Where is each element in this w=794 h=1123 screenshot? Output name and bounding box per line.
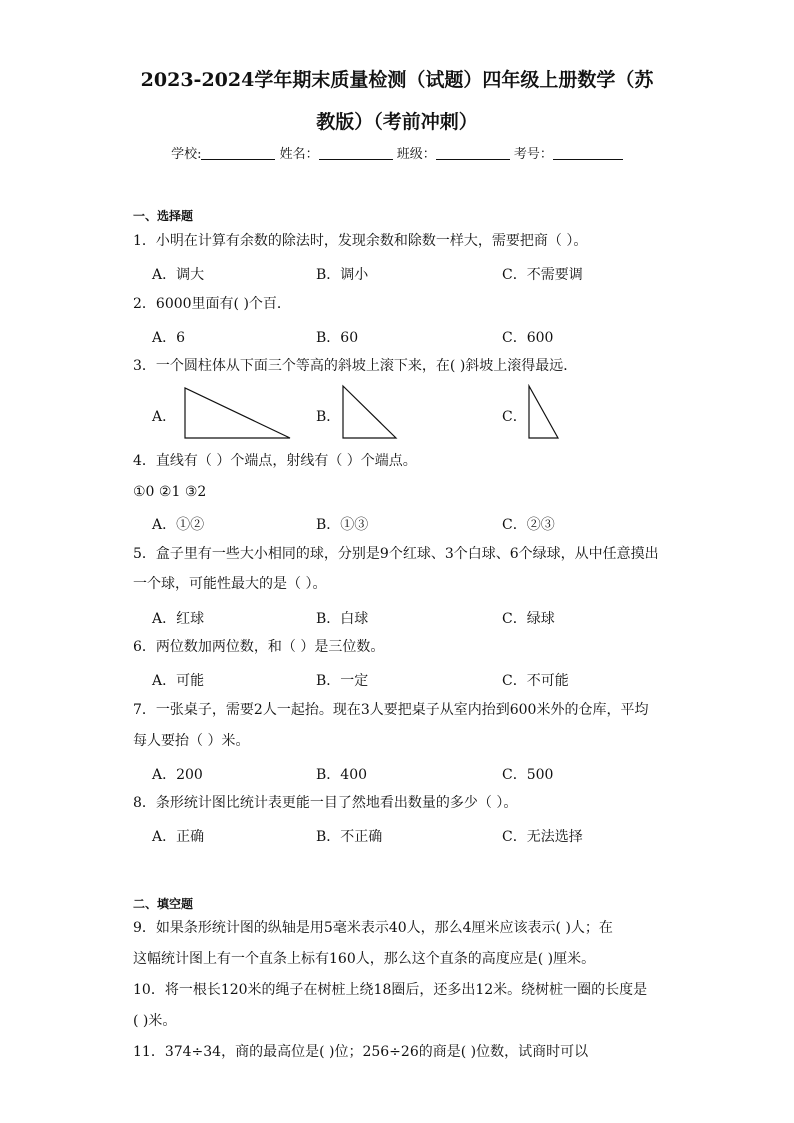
option-a[interactable]: A．200 [152, 767, 203, 783]
question-10-cont: ( )米。 [133, 1013, 177, 1029]
question-6: 6．两位数加两位数，和（ ）是三位数。 [133, 639, 385, 655]
number-blank[interactable] [553, 145, 623, 160]
option-a[interactable]: A．红球 [152, 611, 205, 627]
question-7: 7．一张桌子，需要2人一起抬。现在3人要把桌子从室内抬到600米外的仓库，平均 [133, 702, 649, 718]
question-6-options [152, 670, 672, 692]
question-4-options [152, 514, 672, 536]
option-b[interactable]: B．①③ [316, 517, 369, 533]
exam-title-line2: 教版）（考前冲刺） [316, 111, 478, 133]
option-a[interactable]: A．可能 [152, 673, 205, 689]
question-2-options [152, 327, 672, 349]
option-b[interactable]: B． [316, 409, 341, 425]
question-8-options [152, 826, 672, 848]
question-7-cont: 每人要抬（ ）米。 [133, 733, 250, 749]
name-label: 姓名： [279, 147, 319, 162]
option-a[interactable]: A．调大 [152, 267, 205, 283]
option-c[interactable]: C． [502, 409, 527, 425]
question-1: 1．小明在计算有余数的除法时，发现余数和除数一样大，需要把商（ ）。 [133, 233, 588, 249]
question-2: 2．6000里面有( )个百． [133, 296, 291, 312]
section-heading-choice: 一、选择题 [133, 209, 194, 223]
slope-a-triangle [183, 386, 293, 440]
name-blank[interactable] [319, 145, 393, 160]
question-9: 9．如果条形统计图的纵轴是用5毫米表示40人，那么4厘米应该表示( )人；在 [133, 920, 613, 936]
question-11: 11．374÷34，商的最高位是( )位；256÷26的商是( )位数，试商时可以 [133, 1044, 589, 1060]
option-c[interactable]: C．不可能 [502, 673, 569, 689]
option-a[interactable]: A．正确 [152, 829, 205, 845]
question-7-options [152, 764, 672, 786]
option-c[interactable]: C．无法选择 [502, 829, 583, 845]
option-b[interactable]: B．60 [316, 330, 359, 346]
class-blank[interactable] [436, 145, 510, 160]
option-c[interactable]: C．不需要调 [502, 267, 583, 283]
question-3: 3．一个圆柱体从下面三个等高的斜坡上滚下来，在( )斜坡上滚得最远． [133, 358, 578, 374]
exam-title-line1: 2023-2024学年期末质量检测（试题）四年级上册数学（苏 [140, 69, 654, 91]
option-b[interactable]: B．一定 [316, 673, 369, 689]
slope-b-triangle [341, 384, 399, 440]
option-b[interactable]: B．白球 [316, 611, 369, 627]
section-heading-fill: 二、填空题 [133, 897, 194, 911]
option-b[interactable]: B．400 [316, 767, 368, 783]
question-1-options [152, 264, 672, 286]
class-label: 班级： [396, 147, 436, 162]
number-label: 考号： [513, 147, 553, 162]
student-info-line [0, 143, 794, 162]
question-4: 4．直线有（ ）个端点，射线有（ ）个端点。 [133, 453, 417, 469]
option-a[interactable]: A．6 [152, 330, 186, 346]
question-8: 8．条形统计图比统计表更能一目了然地看出数量的多少（ ）。 [133, 795, 518, 811]
question-5-options [152, 608, 672, 630]
question-5: 5．盒子里有一些大小相同的球，分别是9个红球、3个白球、6个绿球，从中任意摸出 [133, 546, 659, 562]
option-b[interactable]: B．不正确 [316, 829, 383, 845]
question-4-choices: ①0 ②1 ③2 [133, 484, 207, 500]
slope-c-triangle [527, 384, 561, 440]
option-a[interactable]: A． [152, 409, 177, 425]
option-c[interactable]: C．绿球 [502, 611, 555, 627]
question-9-cont: 这幅统计图上有一个直条上标有160人，那么这个直条的高度应是( )厘米。 [133, 951, 596, 967]
option-b[interactable]: B．调小 [316, 267, 369, 283]
school-blank[interactable] [201, 145, 275, 160]
school-label: 学校: [171, 147, 202, 162]
option-c[interactable]: C．600 [502, 330, 554, 346]
option-a[interactable]: A．①② [152, 517, 205, 533]
option-c[interactable]: C．500 [502, 767, 554, 783]
option-c[interactable]: C．②③ [502, 517, 555, 533]
question-10: 10．将一根长120米的绳子在树桩上绕18圈后，还多出12米。绕树桩一圈的长度是 [133, 982, 648, 998]
question-5-cont: 一个球，可能性最大的是（ ）。 [133, 576, 327, 592]
